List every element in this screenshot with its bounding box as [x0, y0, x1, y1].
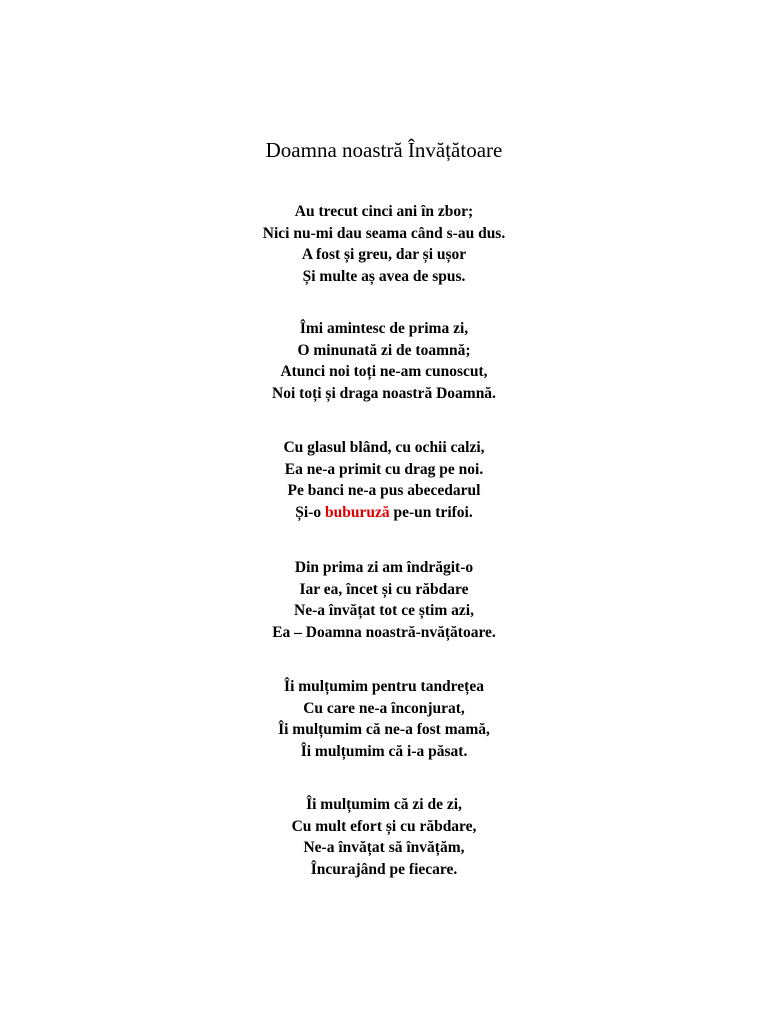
poem-line: Îi mulțumim că ne-a fost mamă,: [278, 721, 490, 738]
line-end: pe-un trifoi.: [393, 503, 473, 521]
stanza-4: [0, 557, 768, 643]
poem-line: Cu mult efort și cu răbdare,: [291, 817, 477, 835]
poem-line: Ne-a învățat să învățăm,: [303, 839, 465, 856]
poem-title: Doamna noastră Învățătoare: [265, 138, 503, 162]
poem-line: Din prima zi am îndrăgit-o: [294, 559, 474, 576]
poem-line: Atunci noi toți ne-am cunoscut,: [280, 363, 488, 380]
stanza-6: [0, 794, 768, 880]
poem-line: Au trecut cinci ani în zbor;: [294, 203, 474, 220]
poem-line: Îmi amintesc de prima zi,: [299, 320, 469, 337]
poem-line: Îi mulțumim că zi de zi,: [306, 796, 462, 813]
stanza-1: [0, 201, 768, 287]
line-start: Și-o: [295, 503, 322, 521]
poem-line: A fost și greu, dar și ușor: [301, 246, 467, 263]
poem-line: O minunată zi de toamnă;: [297, 341, 471, 359]
poem-line: Iar ea, încet și cu răbdare: [299, 580, 469, 598]
poem-line: Pe banci ne-a pus abecedarul: [287, 482, 481, 499]
poem-line: Îi mulțumim pentru tandrețea: [284, 678, 484, 695]
poem-line: Ea ne-a primit cu drag pe noi.: [284, 460, 484, 478]
stanza-2: [0, 318, 768, 404]
stanza-5: [0, 676, 768, 762]
poem-line: Ea – Doamna noastră-nvățătoare.: [272, 623, 496, 641]
poem-line: Cu care ne-a înconjurat,: [303, 699, 465, 717]
poem-line: Și multe aș avea de spus.: [302, 267, 466, 285]
stanza-3: [0, 437, 768, 523]
highlighted-word: buburuză: [325, 503, 390, 521]
poem-line: Ne-a învățat tot ce știm azi,: [294, 602, 474, 619]
poem-line: Noi toți și draga noastră Doamnă.: [272, 384, 496, 402]
poem-line: Cu glasul blând, cu ochii calzi,: [283, 439, 485, 456]
poem-line-with-highlight: [0, 502, 768, 524]
poem-line: Nici nu-mi dau seama când s-au dus.: [262, 224, 506, 242]
poem-line: Încurajând pe fiecare.: [310, 860, 458, 878]
poem-line: Îi mulțumim că i-a păsat.: [300, 742, 468, 760]
